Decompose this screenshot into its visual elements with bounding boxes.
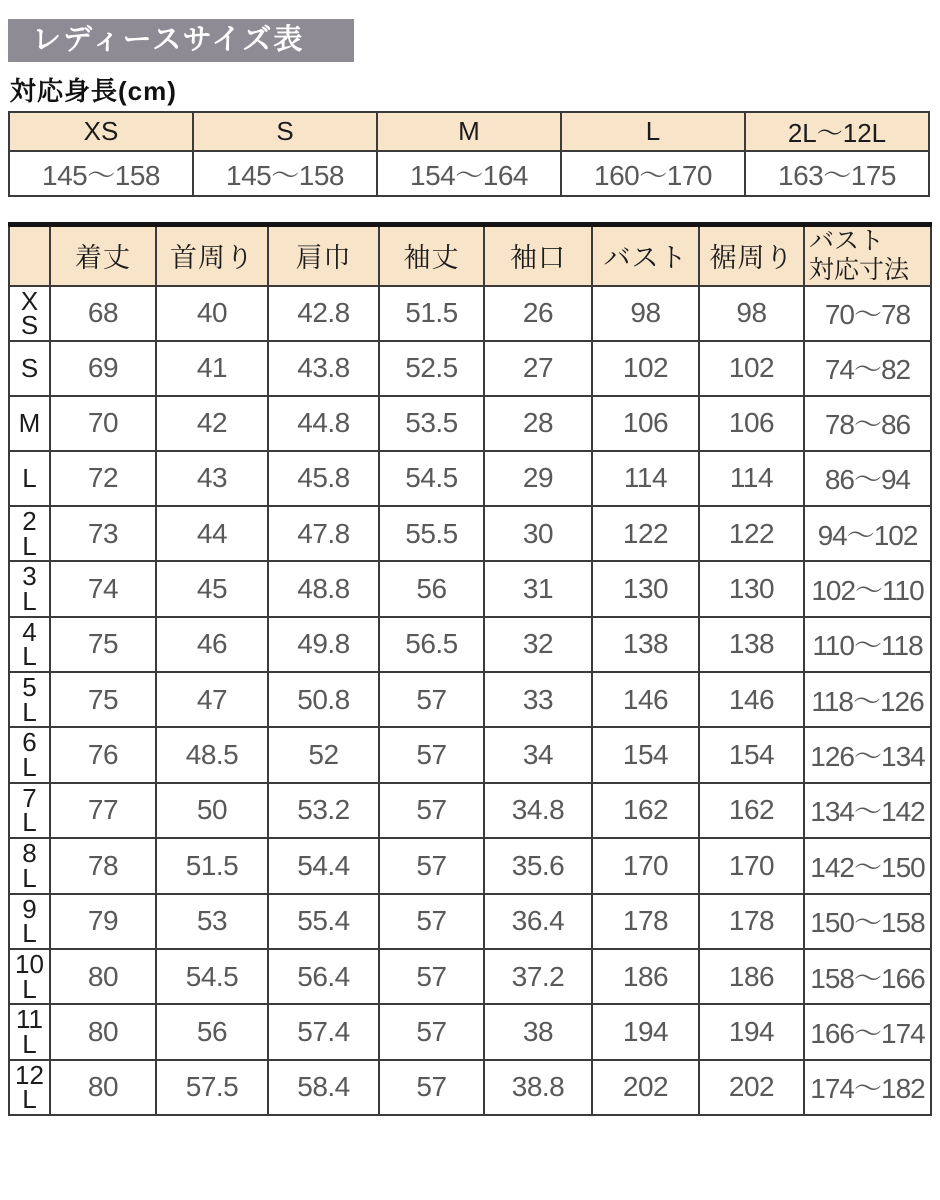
- measurement-cell: 53.5: [379, 396, 484, 451]
- size-table-header-cell: 首周り: [156, 225, 268, 286]
- measurement-cell: 42.8: [268, 286, 379, 341]
- measurement-cell: 70〜78: [804, 286, 931, 341]
- height-table-header-cell: L: [561, 112, 745, 151]
- measurement-cell: 130: [699, 561, 804, 616]
- measurement-cell: 73: [50, 506, 156, 561]
- measurement-cell: 43: [156, 451, 268, 506]
- measurement-cell: 57: [379, 783, 484, 838]
- measurement-cell: 110〜118: [804, 617, 931, 672]
- measurement-cell: 174〜182: [804, 1060, 931, 1115]
- measurement-cell: 51.5: [379, 286, 484, 341]
- measurement-cell: 26: [484, 286, 592, 341]
- measurement-cell: 78: [50, 838, 156, 893]
- measurement-cell: 178: [592, 894, 699, 949]
- measurement-cell: 50: [156, 783, 268, 838]
- measurement-cell: 72: [50, 451, 156, 506]
- measurement-cell: 58.4: [268, 1060, 379, 1115]
- height-table-value-cell: 145〜158: [9, 151, 193, 196]
- measurement-cell: 106: [592, 396, 699, 451]
- height-table-header-cell: 2L〜12L: [745, 112, 929, 151]
- measurement-cell: 57: [379, 727, 484, 782]
- size-table-row: [9, 1004, 931, 1059]
- size-table: [8, 222, 932, 1116]
- measurement-cell: 57.5: [156, 1060, 268, 1115]
- measurement-cell: 56.5: [379, 617, 484, 672]
- measurement-cell: 130: [592, 561, 699, 616]
- measurement-cell: 154: [592, 727, 699, 782]
- measurement-cell: 57: [379, 949, 484, 1004]
- measurement-cell: 118〜126: [804, 672, 931, 727]
- measurement-cell: 38: [484, 1004, 592, 1059]
- measurement-cell: 41: [156, 341, 268, 396]
- measurement-cell: 80: [50, 949, 156, 1004]
- measurement-cell: 48.5: [156, 727, 268, 782]
- measurement-cell: 114: [699, 451, 804, 506]
- measurement-cell: 57.4: [268, 1004, 379, 1059]
- size-table-row: [9, 894, 931, 949]
- size-label-cell: X S: [9, 286, 50, 341]
- measurement-cell: 52: [268, 727, 379, 782]
- measurement-cell: 114: [592, 451, 699, 506]
- page-title-text: レディースサイズ表: [32, 24, 305, 56]
- measurement-cell: 49.8: [268, 617, 379, 672]
- measurement-cell: 29: [484, 451, 592, 506]
- height-table-value-cell: 163〜175: [745, 151, 929, 196]
- measurement-cell: 98: [592, 286, 699, 341]
- measurement-cell: 98: [699, 286, 804, 341]
- height-table-header-cell: S: [193, 112, 377, 151]
- size-label-cell: 8 L: [9, 838, 50, 893]
- measurement-cell: 75: [50, 617, 156, 672]
- size-table-row: [9, 838, 931, 893]
- height-table-header-cell: XS: [9, 112, 193, 151]
- size-table-row: [9, 561, 931, 616]
- measurement-cell: 178: [699, 894, 804, 949]
- measurement-cell: 194: [592, 1004, 699, 1059]
- measurement-cell: 46: [156, 617, 268, 672]
- measurement-cell: 44: [156, 506, 268, 561]
- page-title: [8, 19, 354, 62]
- size-table-header-row: [9, 225, 931, 286]
- measurement-cell: 170: [699, 838, 804, 893]
- size-label-cell: 10 L: [9, 949, 50, 1004]
- measurement-cell: 47.8: [268, 506, 379, 561]
- measurement-cell: 27: [484, 341, 592, 396]
- measurement-cell: 48.8: [268, 561, 379, 616]
- size-table-corner-cell: [9, 225, 50, 286]
- measurement-cell: 80: [50, 1004, 156, 1059]
- measurement-cell: 202: [699, 1060, 804, 1115]
- height-range-label: 対応身長(cm): [10, 76, 177, 106]
- height-table-header-cell: M: [377, 112, 561, 151]
- size-table-body: [9, 286, 931, 1116]
- size-table-header-cell: 肩巾: [268, 225, 379, 286]
- size-table-row: [9, 396, 931, 451]
- measurement-cell: 194: [699, 1004, 804, 1059]
- measurement-cell: 37.2: [484, 949, 592, 1004]
- measurement-cell: 102〜110: [804, 561, 931, 616]
- height-table: [8, 111, 930, 197]
- measurement-cell: 80: [50, 1060, 156, 1115]
- measurement-cell: 54.5: [156, 949, 268, 1004]
- measurement-cell: 54.4: [268, 838, 379, 893]
- measurement-cell: 30: [484, 506, 592, 561]
- measurement-cell: 158〜166: [804, 949, 931, 1004]
- measurement-cell: 102: [592, 341, 699, 396]
- height-table-value-cell: 145〜158: [193, 151, 377, 196]
- measurement-cell: 57: [379, 672, 484, 727]
- measurement-cell: 32: [484, 617, 592, 672]
- measurement-cell: 34: [484, 727, 592, 782]
- measurement-cell: 170: [592, 838, 699, 893]
- measurement-cell: 146: [699, 672, 804, 727]
- measurement-cell: 166〜174: [804, 1004, 931, 1059]
- measurement-cell: 33: [484, 672, 592, 727]
- measurement-cell: 86〜94: [804, 451, 931, 506]
- measurement-cell: 45: [156, 561, 268, 616]
- measurement-cell: 56: [156, 1004, 268, 1059]
- measurement-cell: 68: [50, 286, 156, 341]
- measurement-cell: 44.8: [268, 396, 379, 451]
- size-table-header-cell: 裾周り: [699, 225, 804, 286]
- measurement-cell: 35.6: [484, 838, 592, 893]
- size-table-row: [9, 617, 931, 672]
- size-table-row: [9, 451, 931, 506]
- measurement-cell: 53.2: [268, 783, 379, 838]
- measurement-cell: 78〜86: [804, 396, 931, 451]
- size-label-cell: 5 L: [9, 672, 50, 727]
- size-label-cell: 4 L: [9, 617, 50, 672]
- measurement-cell: 106: [699, 396, 804, 451]
- height-table-value-row: [9, 151, 929, 196]
- measurement-cell: 28: [484, 396, 592, 451]
- measurement-cell: 55.5: [379, 506, 484, 561]
- measurement-cell: 186: [592, 949, 699, 1004]
- measurement-cell: 75: [50, 672, 156, 727]
- measurement-cell: 43.8: [268, 341, 379, 396]
- size-label-cell: 3 L: [9, 561, 50, 616]
- size-label-cell: L: [9, 451, 50, 506]
- measurement-cell: 51.5: [156, 838, 268, 893]
- height-table-value-cell: 160〜170: [561, 151, 745, 196]
- size-table-header-cell: 着丈: [50, 225, 156, 286]
- measurement-cell: 69: [50, 341, 156, 396]
- size-table-header-cell: バスト 対応寸法: [804, 225, 931, 286]
- measurement-cell: 56: [379, 561, 484, 616]
- measurement-cell: 122: [699, 506, 804, 561]
- size-table-row: [9, 727, 931, 782]
- measurement-cell: 122: [592, 506, 699, 561]
- measurement-cell: 56.4: [268, 949, 379, 1004]
- measurement-cell: 52.5: [379, 341, 484, 396]
- size-table-row: [9, 949, 931, 1004]
- measurement-cell: 31: [484, 561, 592, 616]
- measurement-cell: 77: [50, 783, 156, 838]
- measurement-cell: 38.8: [484, 1060, 592, 1115]
- measurement-cell: 47: [156, 672, 268, 727]
- measurement-cell: 50.8: [268, 672, 379, 727]
- measurement-cell: 146: [592, 672, 699, 727]
- size-label-cell: 12 L: [9, 1060, 50, 1115]
- size-table-row: [9, 672, 931, 727]
- measurement-cell: 138: [592, 617, 699, 672]
- measurement-cell: 57: [379, 894, 484, 949]
- size-table-row: [9, 1060, 931, 1115]
- measurement-cell: 154: [699, 727, 804, 782]
- size-table-header-cell: 袖口: [484, 225, 592, 286]
- measurement-cell: 57: [379, 838, 484, 893]
- size-label-cell: 6 L: [9, 727, 50, 782]
- measurement-cell: 74〜82: [804, 341, 931, 396]
- measurement-cell: 162: [699, 783, 804, 838]
- size-table-row: [9, 341, 931, 396]
- measurement-cell: 54.5: [379, 451, 484, 506]
- measurement-cell: 202: [592, 1060, 699, 1115]
- size-table-header-cell: 袖丈: [379, 225, 484, 286]
- size-table-row: [9, 506, 931, 561]
- size-label-cell: 9 L: [9, 894, 50, 949]
- measurement-cell: 55.4: [268, 894, 379, 949]
- measurement-cell: 57: [379, 1060, 484, 1115]
- measurement-cell: 162: [592, 783, 699, 838]
- measurement-cell: 150〜158: [804, 894, 931, 949]
- measurement-cell: 138: [699, 617, 804, 672]
- measurement-cell: 102: [699, 341, 804, 396]
- measurement-cell: 34.8: [484, 783, 592, 838]
- measurement-cell: 76: [50, 727, 156, 782]
- height-table-header-row: [9, 112, 929, 151]
- size-table-header-cell: バスト: [592, 225, 699, 286]
- measurement-cell: 57: [379, 1004, 484, 1059]
- measurement-cell: 45.8: [268, 451, 379, 506]
- measurement-cell: 74: [50, 561, 156, 616]
- measurement-cell: 42: [156, 396, 268, 451]
- size-table-row: [9, 286, 931, 341]
- size-label-cell: 11 L: [9, 1004, 50, 1059]
- measurement-cell: 53: [156, 894, 268, 949]
- size-label-cell: 7 L: [9, 783, 50, 838]
- height-table-value-cell: 154〜164: [377, 151, 561, 196]
- measurement-cell: 94〜102: [804, 506, 931, 561]
- measurement-cell: 79: [50, 894, 156, 949]
- measurement-cell: 40: [156, 286, 268, 341]
- size-label-cell: S: [9, 341, 50, 396]
- measurement-cell: 142〜150: [804, 838, 931, 893]
- size-label-cell: 2 L: [9, 506, 50, 561]
- measurement-cell: 134〜142: [804, 783, 931, 838]
- size-table-row: [9, 783, 931, 838]
- measurement-cell: 186: [699, 949, 804, 1004]
- measurement-cell: 36.4: [484, 894, 592, 949]
- measurement-cell: 70: [50, 396, 156, 451]
- size-label-cell: M: [9, 396, 50, 451]
- measurement-cell: 126〜134: [804, 727, 931, 782]
